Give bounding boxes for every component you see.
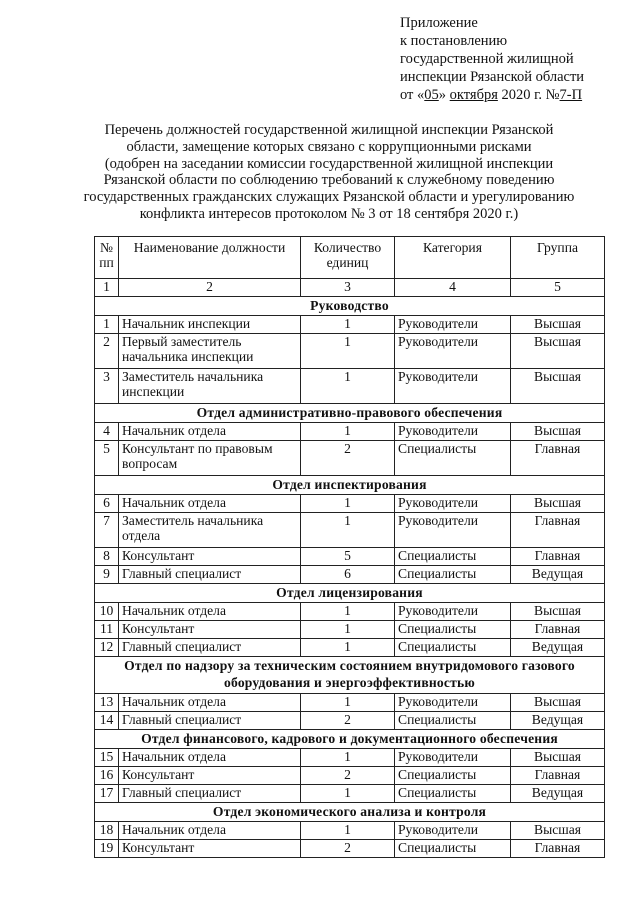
cell-name: Начальник отдела	[119, 749, 301, 767]
cell-group: Высшая	[511, 495, 605, 513]
cell-category: Специалисты	[395, 566, 511, 584]
section-title: Отдел по надзору за техническим состоянием внутридомового газового оборудования и энергоэффективностью	[95, 657, 605, 694]
cell-name: Главный специалист	[119, 785, 301, 803]
cell-name: Консультант	[119, 840, 301, 858]
section-title: Отдел инспектирования	[95, 476, 605, 495]
cell-name: Консультант по правовым вопросам	[119, 441, 301, 476]
table-header-row	[95, 237, 605, 279]
column-index: 3	[301, 279, 395, 297]
header-qty: Количество единиц	[301, 237, 395, 279]
cell-num: 18	[95, 822, 119, 840]
cell-num: 1	[95, 316, 119, 334]
cell-qty: 1	[301, 639, 395, 657]
table-row	[95, 566, 605, 584]
cell-category: Руководители	[395, 423, 511, 441]
cell-num: 14	[95, 712, 119, 730]
date-day: 05	[424, 87, 439, 103]
cell-name: Заместитель начальника отдела	[119, 513, 301, 548]
cell-num: 7	[95, 513, 119, 548]
cell-qty: 1	[301, 369, 395, 404]
appendix-line: к постановлению	[400, 33, 508, 49]
cell-qty: 1	[301, 749, 395, 767]
cell-category: Специалисты	[395, 712, 511, 730]
cell-qty: 6	[301, 566, 395, 584]
positions-table	[94, 236, 605, 858]
section-header-row	[95, 803, 605, 822]
cell-num: 8	[95, 548, 119, 566]
header-group: Группа	[511, 237, 605, 279]
cell-name: Заместитель начальника инспекции	[119, 369, 301, 404]
cell-group: Ведущая	[511, 639, 605, 657]
appendix-line: Приложение	[400, 15, 478, 31]
title-line: Рязанской области по соблюдению требований к служебному поведению	[103, 172, 555, 189]
cell-group: Ведущая	[511, 785, 605, 803]
title-line: области, замещение которых связано с коррупционными рисками	[126, 138, 532, 155]
table-row	[95, 369, 605, 404]
date-suffix: 2020 г. №	[497, 87, 560, 103]
table-row	[95, 513, 605, 548]
cell-category: Руководители	[395, 316, 511, 334]
date-prefix: от «	[400, 87, 425, 103]
appendix-date	[400, 86, 630, 104]
column-index: 2	[119, 279, 301, 297]
cell-group: Ведущая	[511, 566, 605, 584]
column-index: 4	[395, 279, 511, 297]
cell-category: Руководители	[395, 749, 511, 767]
cell-category: Руководители	[395, 694, 511, 712]
cell-num: 3	[95, 369, 119, 404]
cell-qty: 1	[301, 334, 395, 369]
section-header-row	[95, 297, 605, 316]
table-row	[95, 441, 605, 476]
cell-num: 10	[95, 603, 119, 621]
cell-category: Руководители	[395, 822, 511, 840]
cell-category: Специалисты	[395, 548, 511, 566]
title-line: конфликта интересов протоколом № 3 от 18 сентября 2020 г.)	[139, 205, 519, 222]
section-header-row	[95, 584, 605, 603]
table-row	[95, 548, 605, 566]
cell-name: Главный специалист	[119, 712, 301, 730]
cell-category: Руководители	[395, 334, 511, 369]
section-title: Отдел финансового, кадрового и документационного обеспечения	[95, 730, 605, 749]
table-row	[95, 423, 605, 441]
section-header-row	[95, 476, 605, 495]
cell-num: 4	[95, 423, 119, 441]
cell-qty: 2	[301, 441, 395, 476]
cell-name: Консультант	[119, 621, 301, 639]
cell-num: 15	[95, 749, 119, 767]
cell-group: Главная	[511, 621, 605, 639]
title-line: (одобрен на заседании комиссии государственной жилищной инспекции	[104, 155, 554, 172]
cell-name: Главный специалист	[119, 566, 301, 584]
cell-qty: 1	[301, 513, 395, 548]
section-title: Отдел лицензирования	[95, 584, 605, 603]
cell-qty: 1	[301, 423, 395, 441]
cell-num: 19	[95, 840, 119, 858]
cell-category: Руководители	[395, 513, 511, 548]
cell-qty: 1	[301, 495, 395, 513]
cell-num: 16	[95, 767, 119, 785]
cell-category: Специалисты	[395, 441, 511, 476]
table-row	[95, 785, 605, 803]
cell-group: Главная	[511, 840, 605, 858]
column-index-row	[95, 279, 605, 297]
cell-num: 13	[95, 694, 119, 712]
cell-group: Высшая	[511, 316, 605, 334]
cell-name: Начальник отдела	[119, 603, 301, 621]
cell-group: Ведущая	[511, 712, 605, 730]
cell-group: Высшая	[511, 423, 605, 441]
cell-group: Главная	[511, 548, 605, 566]
cell-num: 9	[95, 566, 119, 584]
section-title: Руководство	[95, 297, 605, 316]
table-row	[95, 495, 605, 513]
cell-name: Консультант	[119, 767, 301, 785]
header-name: Наименование должности	[119, 237, 301, 279]
cell-category: Специалисты	[395, 767, 511, 785]
section-title: Отдел административно-правового обеспечения	[95, 404, 605, 423]
table-row	[95, 694, 605, 712]
cell-qty: 1	[301, 316, 395, 334]
title-line: государственных гражданских служащих Рязанской области и урегулированию	[83, 189, 575, 206]
cell-group: Главная	[511, 767, 605, 785]
cell-qty: 1	[301, 822, 395, 840]
cell-name: Консультант	[119, 548, 301, 566]
appendix-header	[400, 14, 630, 104]
appendix-line: государственной жилищной	[400, 51, 574, 67]
cell-group: Высшая	[511, 334, 605, 369]
table-row	[95, 316, 605, 334]
cell-num: 11	[95, 621, 119, 639]
cell-qty: 2	[301, 767, 395, 785]
cell-num: 12	[95, 639, 119, 657]
cell-qty: 2	[301, 840, 395, 858]
header-category: Категория	[395, 237, 511, 279]
date-mid: »	[438, 87, 450, 103]
table-row	[95, 712, 605, 730]
cell-name: Главный специалист	[119, 639, 301, 657]
cell-group: Главная	[511, 513, 605, 548]
header-num: № пп	[95, 237, 119, 279]
cell-qty: 1	[301, 621, 395, 639]
cell-qty: 1	[301, 785, 395, 803]
cell-group: Высшая	[511, 749, 605, 767]
document-number: 7-П	[559, 87, 583, 103]
table-row	[95, 767, 605, 785]
section-header-row	[95, 730, 605, 749]
cell-num: 2	[95, 334, 119, 369]
cell-qty: 2	[301, 712, 395, 730]
cell-category: Руководители	[395, 603, 511, 621]
document-title	[40, 122, 618, 223]
appendix-line: инспекции Рязанской области	[400, 69, 585, 85]
table-row	[95, 749, 605, 767]
cell-qty: 5	[301, 548, 395, 566]
cell-name: Первый заместитель начальника инспекции	[119, 334, 301, 369]
cell-group: Высшая	[511, 603, 605, 621]
title-line: Перечень должностей государственной жилищной инспекции Рязанской	[104, 122, 554, 138]
date-month: октября	[449, 87, 498, 103]
cell-qty: 1	[301, 603, 395, 621]
cell-category: Специалисты	[395, 785, 511, 803]
cell-name: Начальник отдела	[119, 495, 301, 513]
cell-qty: 1	[301, 694, 395, 712]
cell-category: Руководители	[395, 495, 511, 513]
cell-group: Высшая	[511, 822, 605, 840]
cell-group: Главная	[511, 441, 605, 476]
table-row	[95, 603, 605, 621]
cell-name: Начальник инспекции	[119, 316, 301, 334]
cell-category: Специалисты	[395, 840, 511, 858]
table-row	[95, 840, 605, 858]
cell-num: 5	[95, 441, 119, 476]
section-header-row	[95, 404, 605, 423]
cell-name: Начальник отдела	[119, 423, 301, 441]
cell-group: Высшая	[511, 694, 605, 712]
column-index: 5	[511, 279, 605, 297]
section-header-row	[95, 657, 605, 694]
table-row	[95, 621, 605, 639]
table-row	[95, 639, 605, 657]
cell-category: Специалисты	[395, 621, 511, 639]
cell-num: 6	[95, 495, 119, 513]
cell-name: Начальник отдела	[119, 694, 301, 712]
section-title: Отдел экономического анализа и контроля	[95, 803, 605, 822]
column-index: 1	[95, 279, 119, 297]
cell-category: Специалисты	[395, 639, 511, 657]
cell-category: Руководители	[395, 369, 511, 404]
table-row	[95, 822, 605, 840]
cell-name: Начальник отдела	[119, 822, 301, 840]
cell-num: 17	[95, 785, 119, 803]
table-row	[95, 334, 605, 369]
cell-group: Высшая	[511, 369, 605, 404]
